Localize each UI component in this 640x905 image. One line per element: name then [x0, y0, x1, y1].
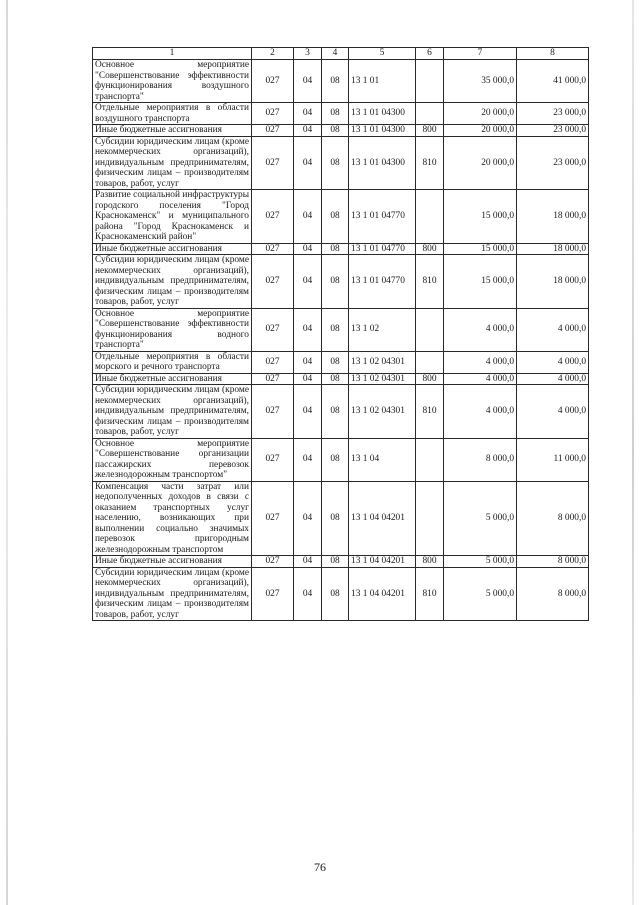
item-name-cell: Развитие социальной инфраструктуры городского поселения "Город Краснокаменск" и муниципального района "Город Краснокаменск и Краснокаменский район" — [93, 190, 252, 244]
budget-table — [92, 47, 589, 621]
expense-type-cell — [416, 60, 444, 103]
expense-type-cell — [416, 190, 444, 244]
scan-edge-left — [6, 0, 8, 905]
amount-year1-cell: 5 000,0 — [444, 567, 517, 621]
target-article-cell: 13 1 04 04201 — [349, 567, 416, 621]
target-article-cell: 13 1 01 04770 — [349, 243, 416, 255]
target-article-cell: 13 1 04 — [349, 438, 416, 481]
item-name-cell: Иные бюджетные ассигнования — [93, 125, 252, 137]
table-row — [93, 255, 589, 309]
subsection-code-cell: 08 — [322, 60, 349, 103]
expense-type-cell: 800 — [416, 243, 444, 255]
section-code-cell: 04 — [294, 351, 322, 373]
target-article-cell: 13 1 01 04300 — [349, 125, 416, 137]
section-code-cell: 04 — [294, 373, 322, 385]
table-row — [93, 308, 589, 351]
expense-type-cell: 810 — [416, 567, 444, 621]
expense-type-cell: 800 — [416, 373, 444, 385]
table-row — [93, 136, 589, 190]
amount-year2-cell: 11 000,0 — [517, 438, 589, 481]
subsection-code-cell: 08 — [322, 190, 349, 244]
subsection-code-cell: 08 — [322, 308, 349, 351]
section-code-cell: 04 — [294, 556, 322, 568]
table-row — [93, 567, 589, 621]
amount-year1-cell: 8 000,0 — [444, 438, 517, 481]
subsection-code-cell: 08 — [322, 556, 349, 568]
amount-year2-cell: 23 000,0 — [517, 103, 589, 125]
ministry-code-cell: 027 — [252, 556, 294, 568]
target-article-cell: 13 1 01 04300 — [349, 103, 416, 125]
subsection-code-cell: 08 — [322, 567, 349, 621]
section-code-cell: 04 — [294, 125, 322, 137]
section-code-cell: 04 — [294, 438, 322, 481]
target-article-cell: 13 1 01 04770 — [349, 255, 416, 309]
table-row — [93, 103, 589, 125]
amount-year2-cell: 8 000,0 — [517, 556, 589, 568]
amount-year1-cell: 4 000,0 — [444, 308, 517, 351]
item-name-cell: Иные бюджетные ассигнования — [93, 556, 252, 568]
ministry-code-cell: 027 — [252, 385, 294, 439]
item-name-cell: Субсидии юридическим лицам (кроме некоммерческих организаций), индивидуальным предпринимателям, физическим лицам – производителям товаров, работ, услуг — [93, 136, 252, 190]
target-article-cell: 13 1 02 04301 — [349, 351, 416, 373]
column-header: 6 — [416, 48, 444, 60]
column-header: 5 — [349, 48, 416, 60]
table-header-row — [93, 48, 589, 60]
item-name-cell: Компенсация части затрат или недополученных доходов в связи с оказанием транспортных услуг населению, возникающих при выполнении социально значимых перевозок пригородным железнодорожным транспортом — [93, 481, 252, 556]
subsection-code-cell: 08 — [322, 351, 349, 373]
expense-type-cell: 800 — [416, 125, 444, 137]
expense-type-cell — [416, 351, 444, 373]
amount-year2-cell: 18 000,0 — [517, 255, 589, 309]
ministry-code-cell: 027 — [252, 308, 294, 351]
expense-type-cell: 800 — [416, 556, 444, 568]
expense-type-cell — [416, 481, 444, 556]
table-row — [93, 190, 589, 244]
amount-year2-cell: 18 000,0 — [517, 243, 589, 255]
table-row — [93, 243, 589, 255]
table-row — [93, 481, 589, 556]
amount-year1-cell: 15 000,0 — [444, 190, 517, 244]
section-code-cell: 04 — [294, 255, 322, 309]
amount-year1-cell: 15 000,0 — [444, 255, 517, 309]
subsection-code-cell: 08 — [322, 103, 349, 125]
expense-type-cell — [416, 438, 444, 481]
table-row — [93, 373, 589, 385]
item-name-cell: Основное мероприятие "Совершенствование организации пассажирских перевозок железнодорожным транспортом" — [93, 438, 252, 481]
ministry-code-cell: 027 — [252, 438, 294, 481]
item-name-cell: Отдельные мероприятия в области воздушного транспорта — [93, 103, 252, 125]
column-header: 7 — [444, 48, 517, 60]
section-code-cell: 04 — [294, 481, 322, 556]
page-number: 76 — [314, 860, 326, 874]
section-code-cell: 04 — [294, 385, 322, 439]
target-article-cell: 13 1 01 04300 — [349, 136, 416, 190]
section-code-cell: 04 — [294, 136, 322, 190]
target-article-cell: 13 1 01 04770 — [349, 190, 416, 244]
item-name-cell: Основное мероприятие "Совершенствование эффективности функционирования водного транспорта" — [93, 308, 252, 351]
section-code-cell: 04 — [294, 60, 322, 103]
ministry-code-cell: 027 — [252, 351, 294, 373]
item-name-cell: Субсидии юридическим лицам (кроме некоммерческих организаций), индивидуальным предпринимателям, физическим лицам – производителям товаров, работ, услуг — [93, 385, 252, 439]
amount-year1-cell: 4 000,0 — [444, 351, 517, 373]
expense-type-cell: 810 — [416, 136, 444, 190]
amount-year1-cell: 20 000,0 — [444, 125, 517, 137]
section-code-cell: 04 — [294, 103, 322, 125]
section-code-cell: 04 — [294, 190, 322, 244]
column-header: 8 — [517, 48, 589, 60]
expense-type-cell — [416, 103, 444, 125]
expense-type-cell — [416, 308, 444, 351]
scan-edge-right — [632, 0, 634, 905]
column-header: 2 — [252, 48, 294, 60]
target-article-cell: 13 1 02 04301 — [349, 373, 416, 385]
item-name-cell: Иные бюджетные ассигнования — [93, 373, 252, 385]
subsection-code-cell: 08 — [322, 243, 349, 255]
subsection-code-cell: 08 — [322, 438, 349, 481]
target-article-cell: 13 1 01 — [349, 60, 416, 103]
amount-year2-cell: 18 000,0 — [517, 190, 589, 244]
section-code-cell: 04 — [294, 308, 322, 351]
ministry-code-cell: 027 — [252, 60, 294, 103]
subsection-code-cell: 08 — [322, 255, 349, 309]
amount-year2-cell: 4 000,0 — [517, 351, 589, 373]
ministry-code-cell: 027 — [252, 567, 294, 621]
item-name-cell: Иные бюджетные ассигнования — [93, 243, 252, 255]
subsection-code-cell: 08 — [322, 373, 349, 385]
section-code-cell: 04 — [294, 567, 322, 621]
section-code-cell: 04 — [294, 243, 322, 255]
amount-year2-cell: 4 000,0 — [517, 385, 589, 439]
column-header: 1 — [93, 48, 252, 60]
table-row — [93, 556, 589, 568]
table-row — [93, 351, 589, 373]
subsection-code-cell: 08 — [322, 385, 349, 439]
amount-year2-cell: 8 000,0 — [517, 481, 589, 556]
amount-year2-cell: 23 000,0 — [517, 136, 589, 190]
table-row — [93, 60, 589, 103]
ministry-code-cell: 027 — [252, 255, 294, 309]
amount-year1-cell: 5 000,0 — [444, 556, 517, 568]
subsection-code-cell: 08 — [322, 136, 349, 190]
amount-year2-cell: 4 000,0 — [517, 308, 589, 351]
amount-year1-cell: 35 000,0 — [444, 60, 517, 103]
amount-year1-cell: 20 000,0 — [444, 136, 517, 190]
column-header: 3 — [294, 48, 322, 60]
expense-type-cell: 810 — [416, 255, 444, 309]
amount-year1-cell: 5 000,0 — [444, 481, 517, 556]
amount-year2-cell: 8 000,0 — [517, 567, 589, 621]
subsection-code-cell: 08 — [322, 125, 349, 137]
amount-year1-cell: 15 000,0 — [444, 243, 517, 255]
target-article-cell: 13 1 04 04201 — [349, 481, 416, 556]
amount-year1-cell: 4 000,0 — [444, 373, 517, 385]
item-name-cell: Субсидии юридическим лицам (кроме некоммерческих организаций), индивидуальным предпринимателям, физическим лицам – производителям товаров, работ, услуг — [93, 255, 252, 309]
target-article-cell: 13 1 04 04201 — [349, 556, 416, 568]
expense-type-cell: 810 — [416, 385, 444, 439]
amount-year1-cell: 20 000,0 — [444, 103, 517, 125]
target-article-cell: 13 1 02 04301 — [349, 385, 416, 439]
ministry-code-cell: 027 — [252, 103, 294, 125]
table-row — [93, 385, 589, 439]
item-name-cell: Субсидии юридическим лицам (кроме некоммерческих организаций), индивидуальным предпринимателям, физическим лицам – производителям товаров, работ, услуг — [93, 567, 252, 621]
ministry-code-cell: 027 — [252, 243, 294, 255]
table-row — [93, 438, 589, 481]
item-name-cell: Отдельные мероприятия в области морского и речного транспорта — [93, 351, 252, 373]
ministry-code-cell: 027 — [252, 125, 294, 137]
ministry-code-cell: 027 — [252, 190, 294, 244]
ministry-code-cell: 027 — [252, 136, 294, 190]
ministry-code-cell: 027 — [252, 481, 294, 556]
table-body — [93, 60, 589, 621]
amount-year2-cell: 4 000,0 — [517, 373, 589, 385]
amount-year2-cell: 23 000,0 — [517, 125, 589, 137]
amount-year2-cell: 41 000,0 — [517, 60, 589, 103]
subsection-code-cell: 08 — [322, 481, 349, 556]
table-row — [93, 125, 589, 137]
target-article-cell: 13 1 02 — [349, 308, 416, 351]
column-header: 4 — [322, 48, 349, 60]
amount-year1-cell: 4 000,0 — [444, 385, 517, 439]
ministry-code-cell: 027 — [252, 373, 294, 385]
item-name-cell: Основное мероприятие "Совершенствование эффективности функционирования воздушного транспорта" — [93, 60, 252, 103]
